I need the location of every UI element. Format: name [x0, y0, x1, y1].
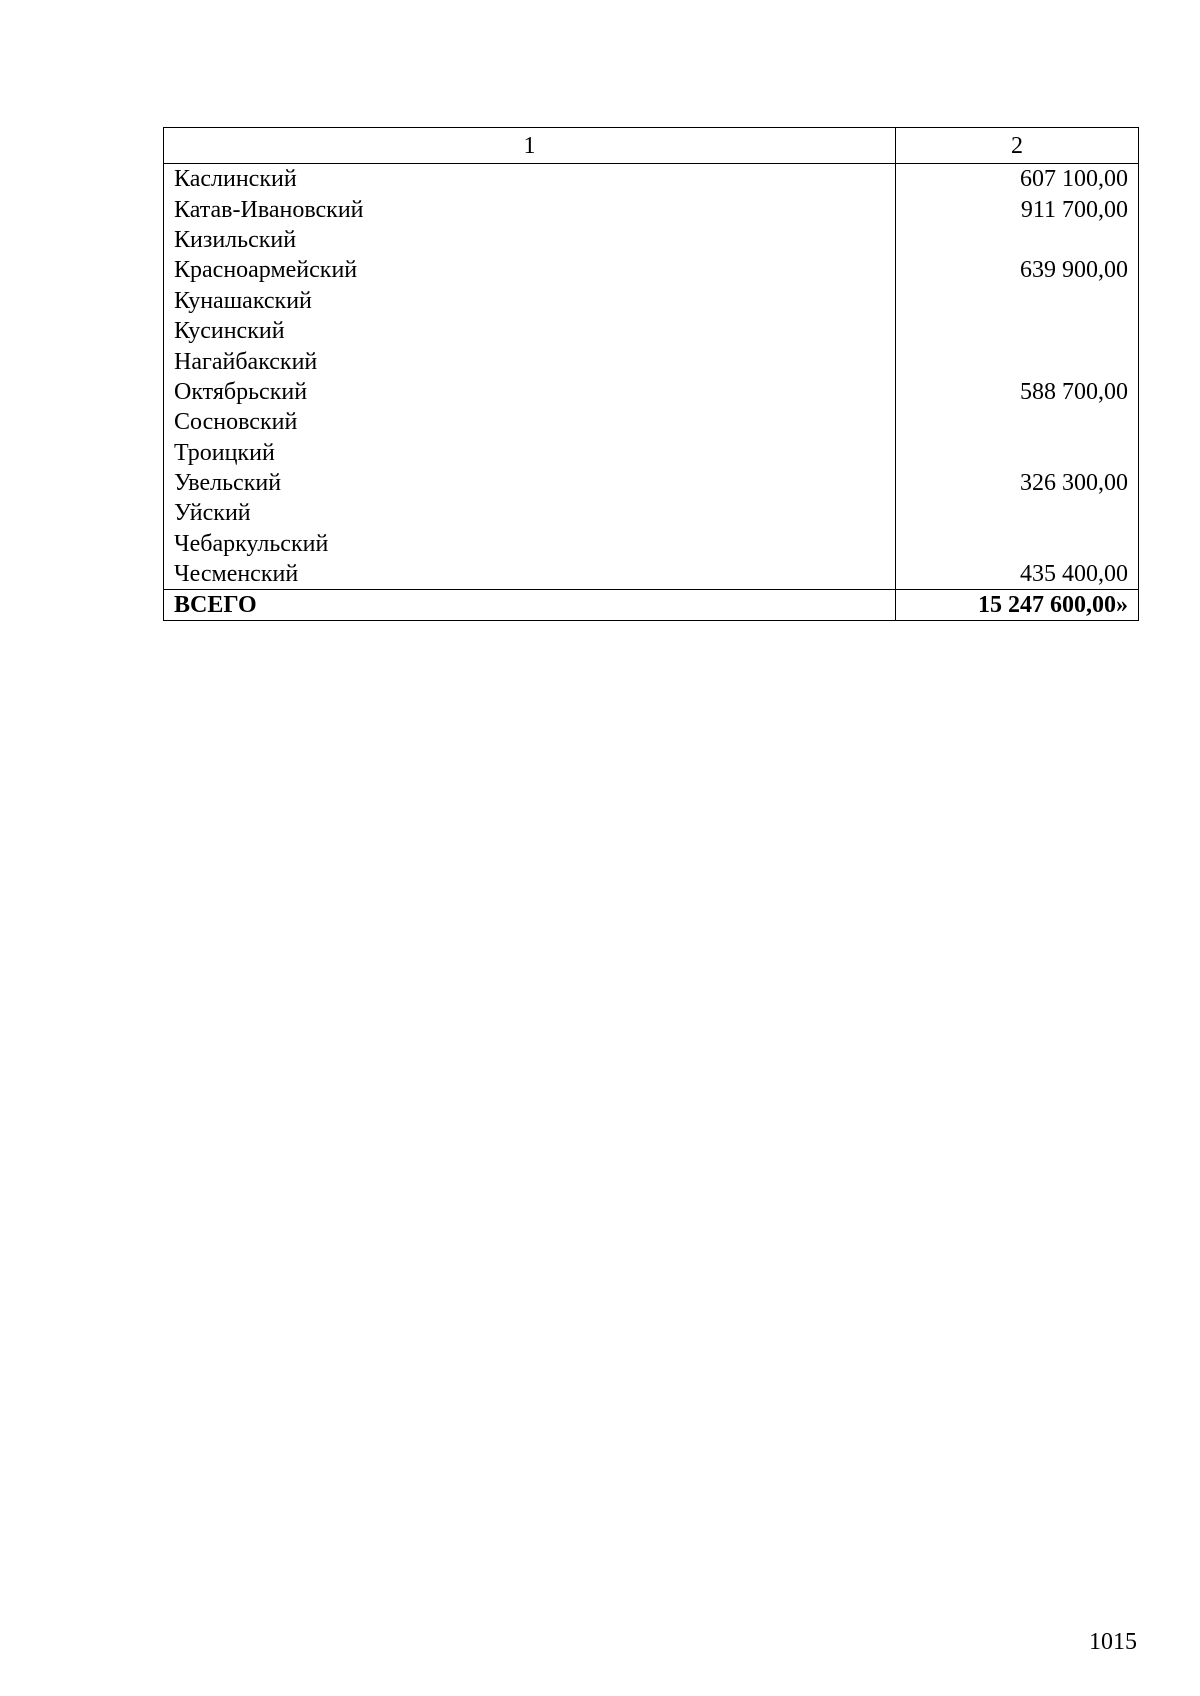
district-name: Увельский: [164, 468, 896, 498]
district-name: Троицкий: [164, 438, 896, 468]
district-name: Кунашакский: [164, 286, 896, 316]
district-amount: 639 900,00: [896, 255, 1139, 285]
table-row: [164, 225, 1139, 255]
budget-table: [163, 127, 1139, 621]
table-row: [164, 407, 1139, 437]
district-name: Кусинский: [164, 316, 896, 346]
district-amount: 326 300,00: [896, 468, 1139, 498]
column-header-1: 1: [164, 128, 896, 164]
total-row: [164, 590, 1139, 621]
total-label: ВСЕГО: [164, 590, 896, 621]
table-row: [164, 286, 1139, 316]
table-row: [164, 559, 1139, 590]
district-amount: [896, 316, 1139, 346]
district-amount: 588 700,00: [896, 377, 1139, 407]
table-row: [164, 194, 1139, 224]
table-row: [164, 377, 1139, 407]
district-amount: [896, 529, 1139, 559]
district-name: Красноармейский: [164, 255, 896, 285]
district-name: Нагайбакский: [164, 346, 896, 376]
header-row: [164, 128, 1139, 164]
district-amount: [896, 346, 1139, 376]
table-row: [164, 438, 1139, 468]
district-amount: 911 700,00: [896, 194, 1139, 224]
table-row: [164, 316, 1139, 346]
district-amount: 435 400,00: [896, 559, 1139, 590]
district-name: Октябрьский: [164, 377, 896, 407]
district-name: Каслинский: [164, 164, 896, 195]
table-row: [164, 529, 1139, 559]
district-amount: 607 100,00: [896, 164, 1139, 195]
district-amount: [896, 225, 1139, 255]
district-amount: [896, 407, 1139, 437]
district-amount: [896, 498, 1139, 528]
table-row: [164, 346, 1139, 376]
district-name: Уйский: [164, 498, 896, 528]
table-row: [164, 468, 1139, 498]
district-name: Чесменский: [164, 559, 896, 590]
table-row: [164, 498, 1139, 528]
district-name: Чебаркульский: [164, 529, 896, 559]
district-name: Кизильский: [164, 225, 896, 255]
district-name: Катав-Ивановский: [164, 194, 896, 224]
district-amount: [896, 438, 1139, 468]
table-row: [164, 164, 1139, 195]
column-header-2: 2: [896, 128, 1139, 164]
district-name: Сосновский: [164, 407, 896, 437]
page-number: 1015: [1089, 1629, 1137, 1655]
table-row: [164, 255, 1139, 285]
total-amount: 15 247 600,00»: [896, 590, 1139, 621]
district-amount: [896, 286, 1139, 316]
